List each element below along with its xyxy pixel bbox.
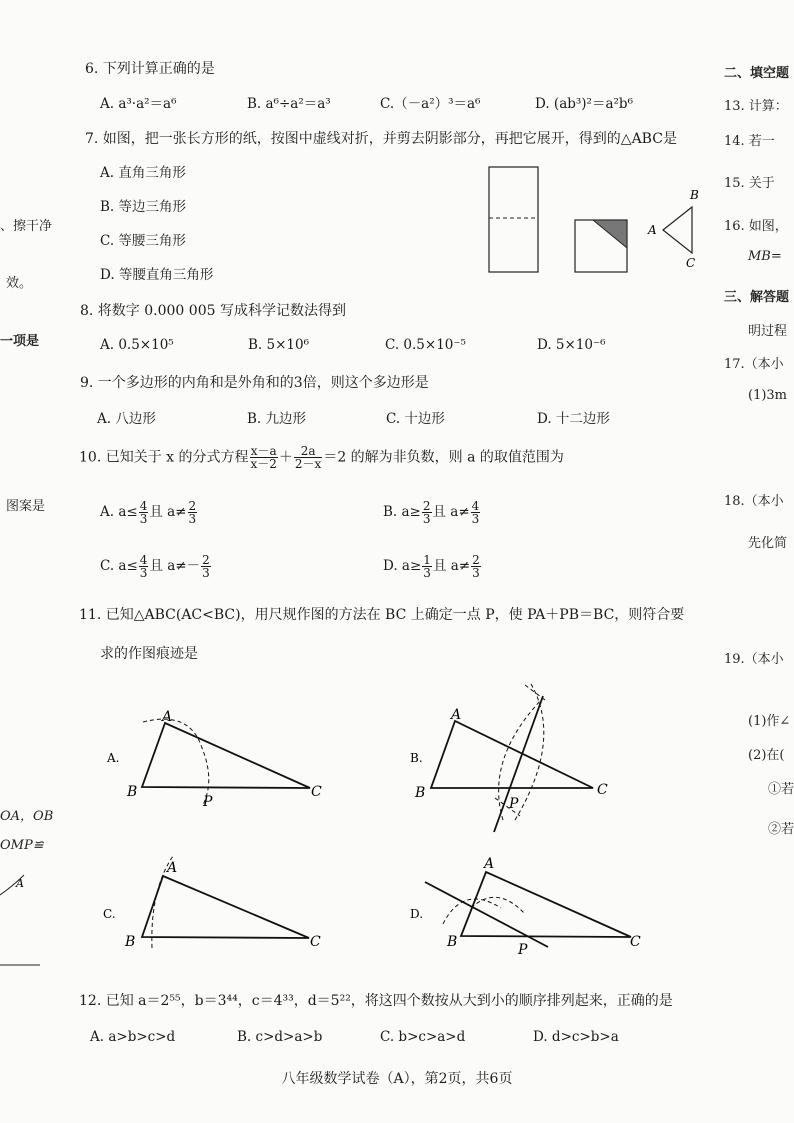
q6-option-c: C.（－a²）³＝a⁶ [380,96,481,112]
question-12-stem: 12. 已知 a＝2⁵⁵，b＝3⁴⁴，c＝4³³，d＝5²²，将这四个数按从大到小的顺序排列起来，正确的是 [79,993,673,1009]
q9-option-c: C. 十边形 [386,411,445,427]
q11-fig-b-label: B. [410,751,423,765]
question-11-line-1: 11. 已知△ABC(AC<BC)，用尺规作图的方法在 BC 上确定一点 P，使 PA＋PB＝BC，则符合要 [79,607,685,623]
q11-fig-a-label: A. [107,751,120,765]
question-10-stem [79,445,564,470]
q12-option-d: D. d>c>b>a [533,1029,619,1045]
question-6-stem: 6. 下列计算正确的是 [85,61,215,77]
svg-text:A: A [16,877,24,890]
q11-figure-a [95,690,355,815]
q10-option-a: A. a≤ $\frac{4}{3}$ 且 a≠ $\frac{2}{3}$ [100,499,197,526]
q10-option-d: D. a≥ $\frac{1}{3}$ 且 a≠ $\frac{2}{3}$ [383,553,480,580]
left-fragment-4: 图案是 [6,499,46,514]
right-fragment-12: 先化简 [748,536,788,551]
q11a-point-c: C [311,784,322,800]
q10-stem-post: ＝2 的解为非负数，则 a 的取值范围为 [323,449,564,466]
q10-option-b: B. a≥ $\frac{2}{3}$ 且 a≠ $\frac{4}{3}$ [383,499,480,526]
question-9-stem: 9. 一个多边形的内角和是外角和的3倍，则这个多边形是 [80,375,429,391]
q11d-point-a: A [484,856,495,872]
q11d-point-c: C [630,934,641,950]
q11d-point-p: P [518,942,528,958]
q11-figure-d [405,850,645,960]
q8-option-d: D. 5×10⁻⁶ [537,337,606,353]
left-fragment-2: 效。 [6,276,33,291]
q6-option-d: D. (ab³)²＝a²b⁶ [535,96,633,112]
q7-paper-fold-figure [480,160,710,280]
right-fragment-10: (1)3m [748,388,788,403]
right-fragment-6: MB= [748,249,782,264]
q7-label-c: C [686,256,696,270]
right-fragment-4: 15. 关于 [724,176,775,191]
q11a-point-b: B [127,784,138,800]
q11c-point-c: C [310,934,321,950]
q11c-point-a: A [167,860,178,876]
q11b-point-a: A [451,707,462,723]
q10-fraction-1: $\frac{x-a}{x-2}$ [250,444,277,471]
right-fragment-13: 19.（本小 [724,652,784,667]
q11a-point-p: P [203,794,213,810]
q11d-point-b: B [447,934,458,950]
q11b-point-b: B [415,785,426,801]
q7-label-b: B [690,188,699,202]
right-fragment-15: (2)在( [748,748,785,763]
q12-option-b: B. c>d>a>b [237,1029,323,1045]
right-fragment-17: ②若 [768,822,794,837]
q7-option-d: D. 等腰直角三角形 [100,267,214,283]
right-fragment-8: 明过程 [748,324,788,339]
question-8-stem: 8. 将数字 0.000 005 写成科学记数法得到 [80,303,346,319]
q10-plus: ＋ [278,449,293,466]
right-fragment-3: 14. 若一 [724,134,775,149]
q7-option-c: C. 等腰三角形 [100,233,186,249]
q9-option-a: A. 八边形 [97,411,156,427]
right-fragment-5: 16. 如图， [724,219,788,234]
left-fragment-5: OA，OB [0,809,54,824]
q11c-point-b: B [125,934,136,950]
q9-option-d: D. 十二边形 [537,411,610,427]
right-fragment-9: 17.（本小 [724,357,784,372]
q12-option-c: C. b>c>a>d [380,1029,466,1045]
right-fragment-2: 13. 计算： [724,99,788,114]
left-edge-figure-fragment [0,865,45,975]
page-footer: 八年级数学试卷（A），第2页，共6页 [281,1071,513,1087]
left-fragment-6: OMP≌ [0,838,44,853]
q6-option-b: B. a⁶÷a²＝a³ [247,96,331,112]
q11a-point-a: A [162,709,173,725]
q10-stem-pre: 10. 已知关于 x 的分式方程 [79,449,249,466]
right-fragment-16: ①若 [768,782,794,797]
right-fragment-1: 二、填空题 [724,66,790,81]
q8-option-b: B. 5×10⁶ [248,337,309,353]
q12-option-a: A. a>b>c>d [90,1029,176,1045]
q11-fig-c-label: C. [103,907,116,921]
q11b-point-c: C [597,782,608,798]
q8-option-c: C. 0.5×10⁻⁵ [385,337,466,353]
q11b-point-p: P [509,796,519,812]
right-fragment-14: (1)作∠ [748,714,791,729]
q9-option-b: B. 九边形 [247,411,307,427]
q8-option-a: A. 0.5×10⁵ [100,337,174,353]
q10-option-c: C. a≤ $\frac{4}{3}$ 且 a≠－ $\frac{2}{3}$ [100,553,210,580]
left-fragment-3: 一项是 [0,334,40,349]
question-11-line-2: 求的作图痕迹是 [100,646,198,662]
question-7-stem: 7. 如图，把一张长方形的纸，按图中虚线对折，并剪去阴影部分，再把它展开，得到的△ABC是 [85,131,677,147]
right-fragment-7: 三、解答题 [724,290,790,305]
q11-figure-c [95,850,355,960]
q7-option-a: A. 直角三角形 [100,165,186,181]
left-fragment-1: 、擦干净 [0,219,53,234]
q11-figure-b [405,680,625,835]
q7-label-a: A [648,223,657,237]
right-fragment-11: 18.（本小 [724,494,784,509]
q7-option-b: B. 等边三角形 [100,199,187,215]
q10-fraction-2: $\frac{2a}{2-x}$ [294,444,322,471]
q6-option-a: A. a³·a²＝a⁶ [100,96,177,112]
q11-fig-d-label: D. [410,907,424,921]
